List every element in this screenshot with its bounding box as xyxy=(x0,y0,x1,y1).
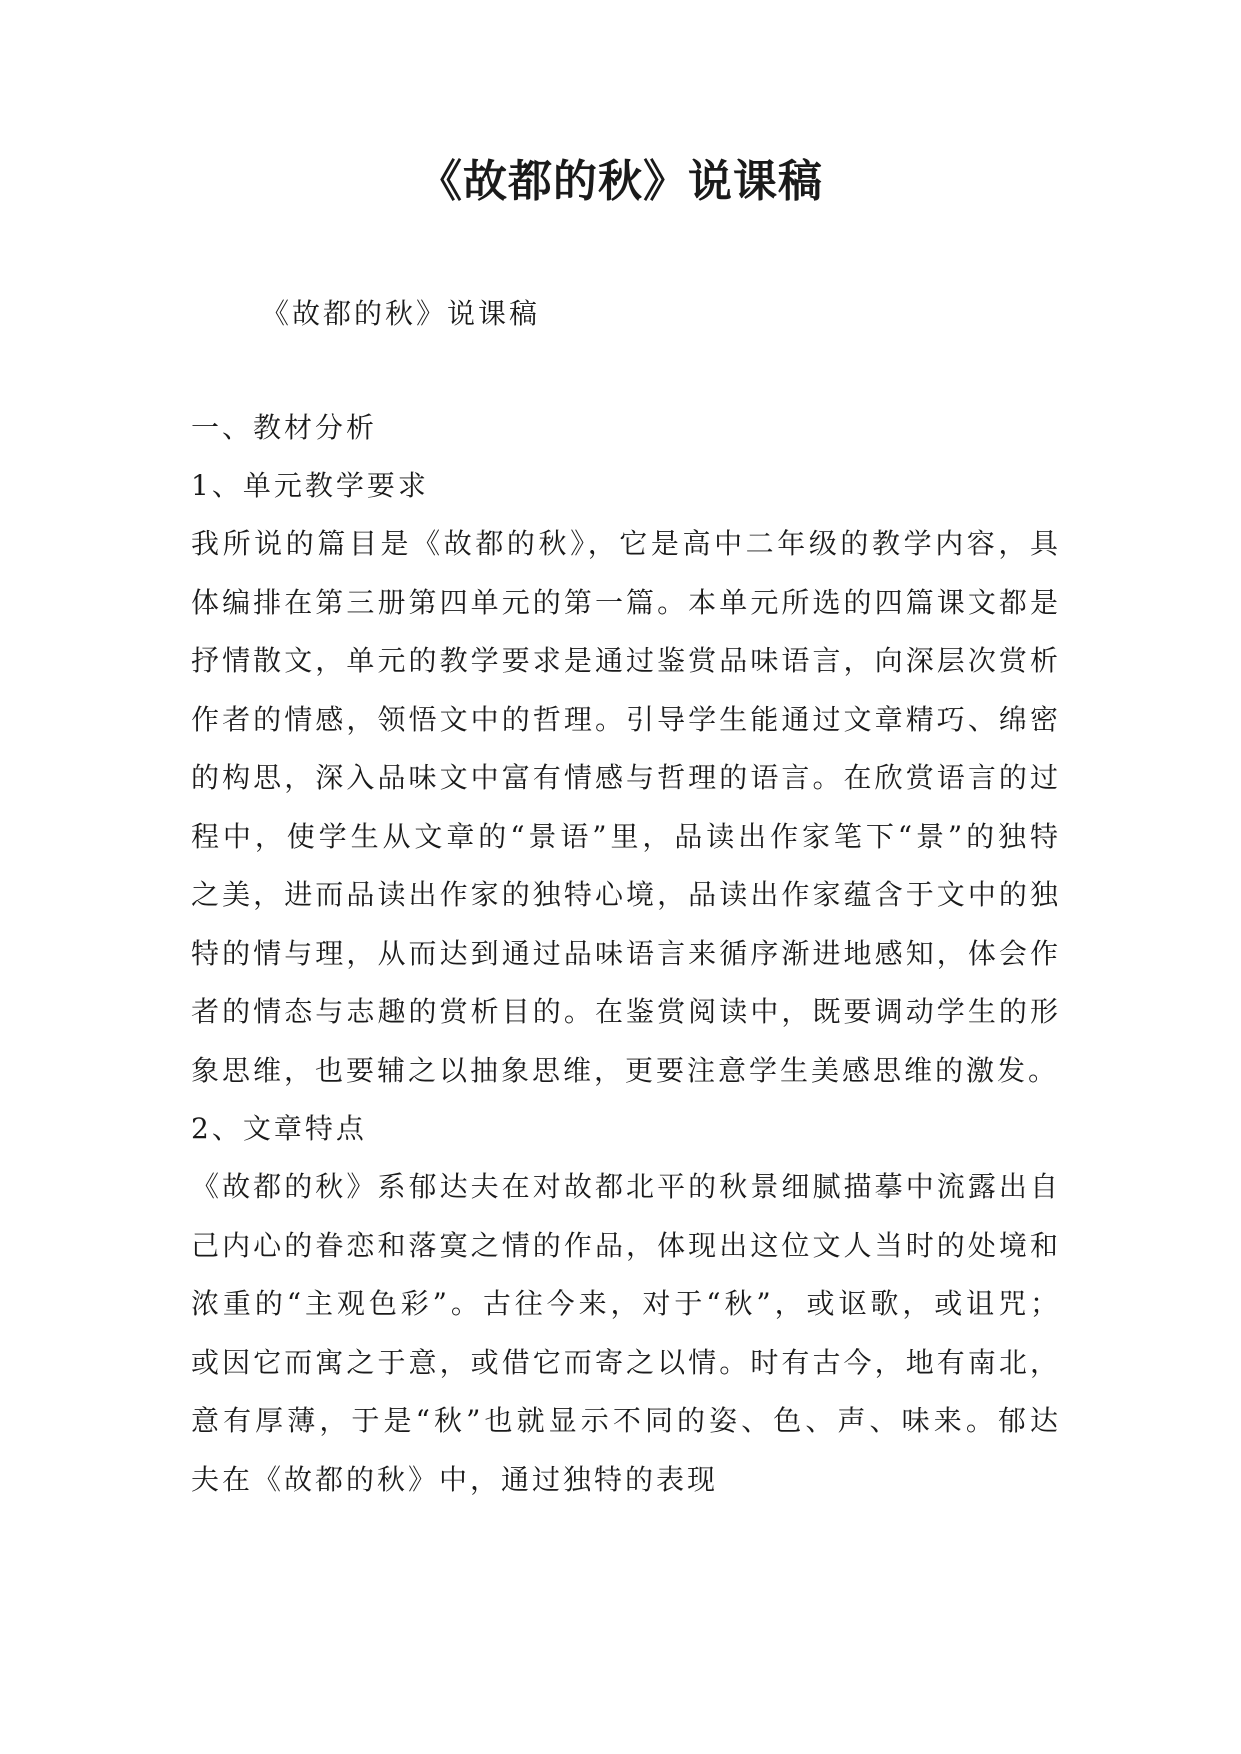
document-body xyxy=(191,285,1061,1509)
section-heading-textbook-analysis: 一、教材分析 xyxy=(191,411,378,444)
paragraph-unit-requirements: 我所说的篇目是《故都的秋》，它是高中二年级的教学内容，具体编排在第三册第四单元的第一篇。本单元所选的四篇课文都是抒情散文，单元的教学要求是通过鉴赏品味语言，向深层次赏析作者的情感，领悟文中的哲理。引导学生能通过文章精巧、绵密的构思，深入品味文中富有情感与哲理的语言。在欣赏语言的过程中，使学生从文章的“景语”里，品读出作家笔下“景”的独特之美，进而品读出作家的独特心境，品读出作家蕴含于文中的独特的情与理，从而达到通过品味语言来循序渐进地感知，体会作者的情态与志趣的赏析目的。在鉴赏阅读中，既要调动学生的形象思维，也要辅之以抽象思维，更要注意学生美感思维的激发。 xyxy=(191,527,1061,1087)
subsection-heading-unit-requirements: 1、单元教学要求 xyxy=(191,469,429,502)
paragraph-article-features: 《故都的秋》系郁达夫在对故都北平的秋景细腻描摹中流露出自己内心的眷恋和落寞之情的作品，体现出这位文人当时的处境和浓重的“主观色彩”。古往今来，对于“秋”，或讴歌，或诅咒；或因它而寓之于意，或借它而寄之以情。时有古今，地有南北，意有厚薄，于是“秋”也就显示不同的姿、色、声、味来。郁达夫在《故都的秋》中，通过独特的表现 xyxy=(191,1170,1061,1496)
document-subtitle: 《故都的秋》说课稿 xyxy=(261,297,541,330)
document-title: 《故都的秋》说课稿 xyxy=(418,156,823,207)
subsection-heading-article-features: 2、文章特点 xyxy=(191,1112,367,1145)
